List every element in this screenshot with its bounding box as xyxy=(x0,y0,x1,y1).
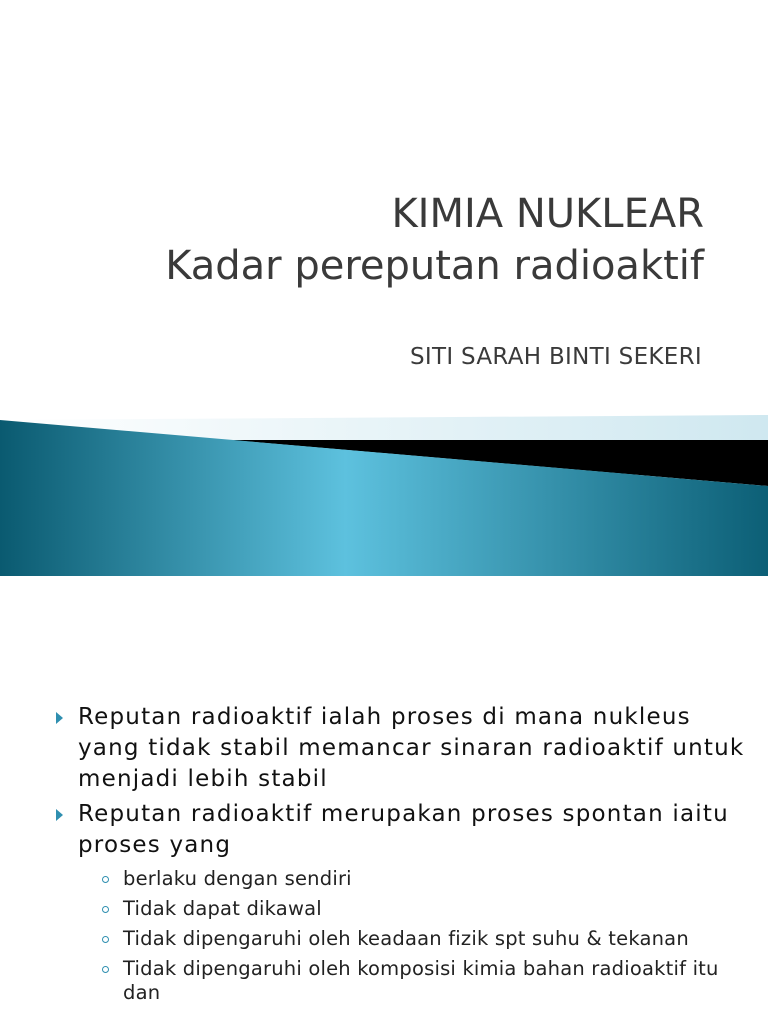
title-line-2: Kadar pereputan radioaktif xyxy=(165,243,704,289)
ring-bullet-icon xyxy=(102,906,109,913)
bullet-text: Reputan radioaktif merupakan proses spontan iaitu proses yang xyxy=(78,801,729,858)
author-name: SITI SARAH BINTI SEKERI xyxy=(410,344,702,370)
sub-bullet-item xyxy=(78,957,754,1005)
bullet-item xyxy=(54,799,754,1005)
slide-title xyxy=(165,188,704,292)
bullet-text: Reputan radioaktif ialah proses di mana nukleus yang tidak stabil memancar sinaran radioaktif untuk menjadi lebih stabil xyxy=(78,704,745,792)
ring-bullet-icon xyxy=(102,876,109,883)
sub-bullet-item xyxy=(78,897,754,921)
triangle-bullet-icon xyxy=(56,712,63,724)
bullet-list xyxy=(54,702,754,1011)
decorative-bands xyxy=(0,400,768,576)
bullet-item xyxy=(54,702,754,795)
title-line-1: KIMIA NUKLEAR xyxy=(391,191,704,237)
ring-bullet-icon xyxy=(102,966,109,973)
sub-bullet-text: Tidak dipengaruhi oleh keadaan fizik spt suhu & tekanan xyxy=(123,927,689,950)
sub-bullet-text: berlaku dengan sendiri xyxy=(123,867,352,890)
sub-bullet-text: Tidak dipengaruhi oleh komposisi kimia bahan radioaktif itu dan xyxy=(123,957,719,1004)
content-slide xyxy=(0,576,768,1024)
sub-bullet-item xyxy=(78,927,754,951)
sub-bullet-text: Tidak dapat dikawal xyxy=(123,897,322,920)
triangle-bullet-icon xyxy=(56,809,63,821)
sub-bullet-list xyxy=(78,867,754,1005)
ring-bullet-icon xyxy=(102,936,109,943)
sub-bullet-item xyxy=(78,867,754,891)
